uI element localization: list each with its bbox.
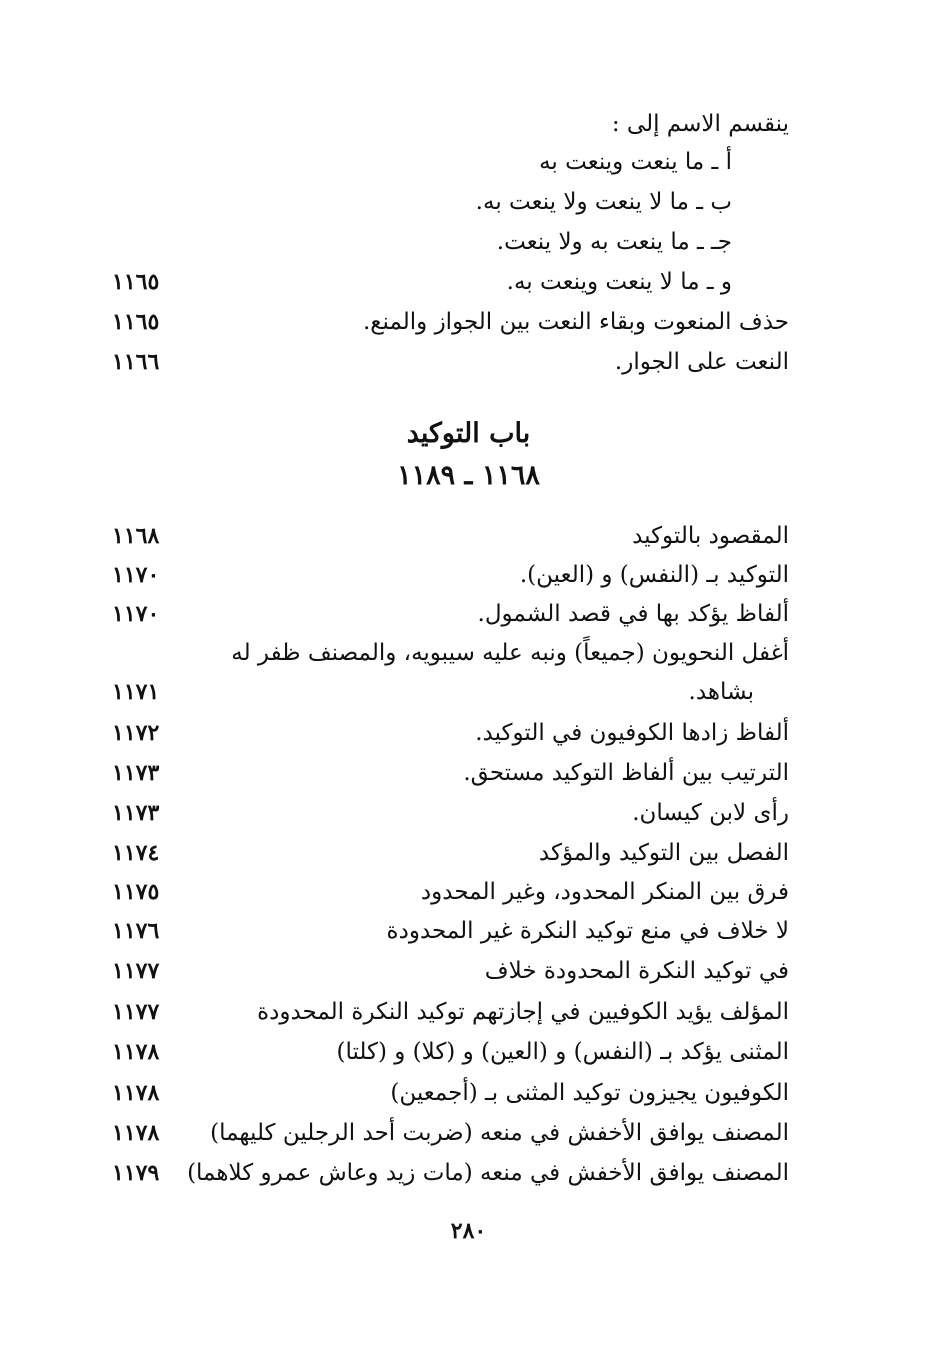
entry-page-number: ١١٧٧ <box>112 999 160 1025</box>
index-entry <box>0 833 937 873</box>
entry-text: المصنف يوافق الأخفش في منعه (ضربت أحد الرجلين كليهما) <box>210 1120 789 1146</box>
index-entry <box>0 793 937 833</box>
entry-text: المثنى يؤكد بـ (النفس) و (العين) و (كلا) و (كلتا) <box>336 1039 789 1065</box>
section-title: باب التوكيد <box>406 418 531 449</box>
index-entry <box>0 1113 937 1153</box>
entry-page-number: ١١٧٦ <box>112 918 160 944</box>
index-entry <box>0 262 937 302</box>
entry-page-number: ١١٧٥ <box>112 879 160 905</box>
entry-text: التوكيد بـ (النفس) و (العين). <box>519 562 789 588</box>
entry-text: الفصل بين التوكيد والمؤكد <box>538 840 789 866</box>
index-entry <box>0 633 937 673</box>
entry-text: ينقسم الاسم إلى : <box>611 111 789 137</box>
entry-text: الكوفيون يجيزون توكيد المثنى بـ (أجمعين) <box>390 1080 789 1106</box>
entry-text: حذف المنعوت وبقاء النعت بين الجواز والمنع. <box>362 309 789 335</box>
index-entry <box>0 992 937 1032</box>
entry-page-number: ١١٧١ <box>112 679 160 705</box>
index-entry <box>0 911 937 951</box>
entry-text: المصنف يوافق الأخفش في منعه (مات زيد وعاش عمرو كلاهما) <box>187 1160 789 1186</box>
index-entry <box>0 753 937 793</box>
entry-page-number: ١١٧٩ <box>112 1160 160 1186</box>
entry-text: ألفاظ يؤكد بها في قصد الشمول. <box>477 601 789 627</box>
entry-text: جـ ـ ما ينعت به ولا ينعت. <box>496 229 732 255</box>
index-entry <box>0 142 937 182</box>
entry-page-number: ١١٦٥ <box>112 269 160 295</box>
section-page-range: ١١٦٨ ـ ١١٨٩ <box>397 460 540 491</box>
index-entry <box>0 594 937 634</box>
page-number: ٢٨٠ <box>450 1218 487 1244</box>
index-entry-continuation <box>0 672 937 712</box>
index-entry <box>0 342 937 382</box>
entry-page-number: ١١٧٠ <box>112 562 160 588</box>
index-entry <box>0 951 937 991</box>
index-entry <box>0 1032 937 1072</box>
entry-page-number: ١١٧٨ <box>112 1080 160 1106</box>
entry-page-number: ١١٦٦ <box>112 349 160 375</box>
entry-page-number: ١١٧٨ <box>112 1039 160 1065</box>
entry-text: رأى لابن كيسان. <box>632 800 789 826</box>
entry-page-number: ١١٦٥ <box>112 309 160 335</box>
entry-page-number: ١١٧٣ <box>112 760 160 786</box>
entry-text: و ـ ما لا ينعت وينعت به. <box>506 269 732 295</box>
entry-text: المؤلف يؤيد الكوفيين في إجازتهم توكيد النكرة المحدودة <box>257 999 789 1025</box>
entry-text: فرق بين المنكر المحدود، وغير المحدود <box>420 879 789 905</box>
entry-page-number: ١١٧٢ <box>112 720 160 746</box>
index-entry <box>0 104 937 144</box>
entry-text: الترتيب بين ألفاظ التوكيد مستحق. <box>463 760 789 786</box>
index-entry <box>0 1073 937 1113</box>
entry-text: المقصود بالتوكيد <box>632 523 789 549</box>
index-entry <box>0 1153 937 1193</box>
index-entry <box>0 555 937 595</box>
entry-page-number: ١١٧٨ <box>112 1120 160 1146</box>
entry-text: أغفل النحويون (جميعاً) ونبه عليه سيبويه، والمصنف ظفر له <box>231 640 789 666</box>
entry-text: لا خلاف في منع توكيد النكرة غير المحدودة <box>386 918 789 944</box>
entry-text: بشاهد. <box>688 679 754 705</box>
index-entry <box>0 713 937 753</box>
entry-text: أ ـ ما ينعت وينعت به <box>539 149 732 175</box>
entry-page-number: ١١٧٤ <box>112 840 160 866</box>
entry-text: النعت على الجوار. <box>614 349 789 375</box>
entry-page-number: ١١٧٣ <box>112 800 160 826</box>
entry-page-number: ١١٧٧ <box>112 958 160 984</box>
entry-text: في توكيد النكرة المحدودة خلاف <box>484 958 789 984</box>
index-entry <box>0 182 937 222</box>
index-entry <box>0 302 937 342</box>
entry-text: ب ـ ما لا ينعت ولا ينعت به. <box>475 189 732 215</box>
index-entry <box>0 222 937 262</box>
entry-page-number: ١١٧٠ <box>112 601 160 627</box>
entry-page-number: ١١٦٨ <box>112 523 160 549</box>
index-entry <box>0 516 937 556</box>
entry-text: ألفاظ زادها الكوفيون في التوكيد. <box>475 720 789 746</box>
index-entry <box>0 872 937 912</box>
